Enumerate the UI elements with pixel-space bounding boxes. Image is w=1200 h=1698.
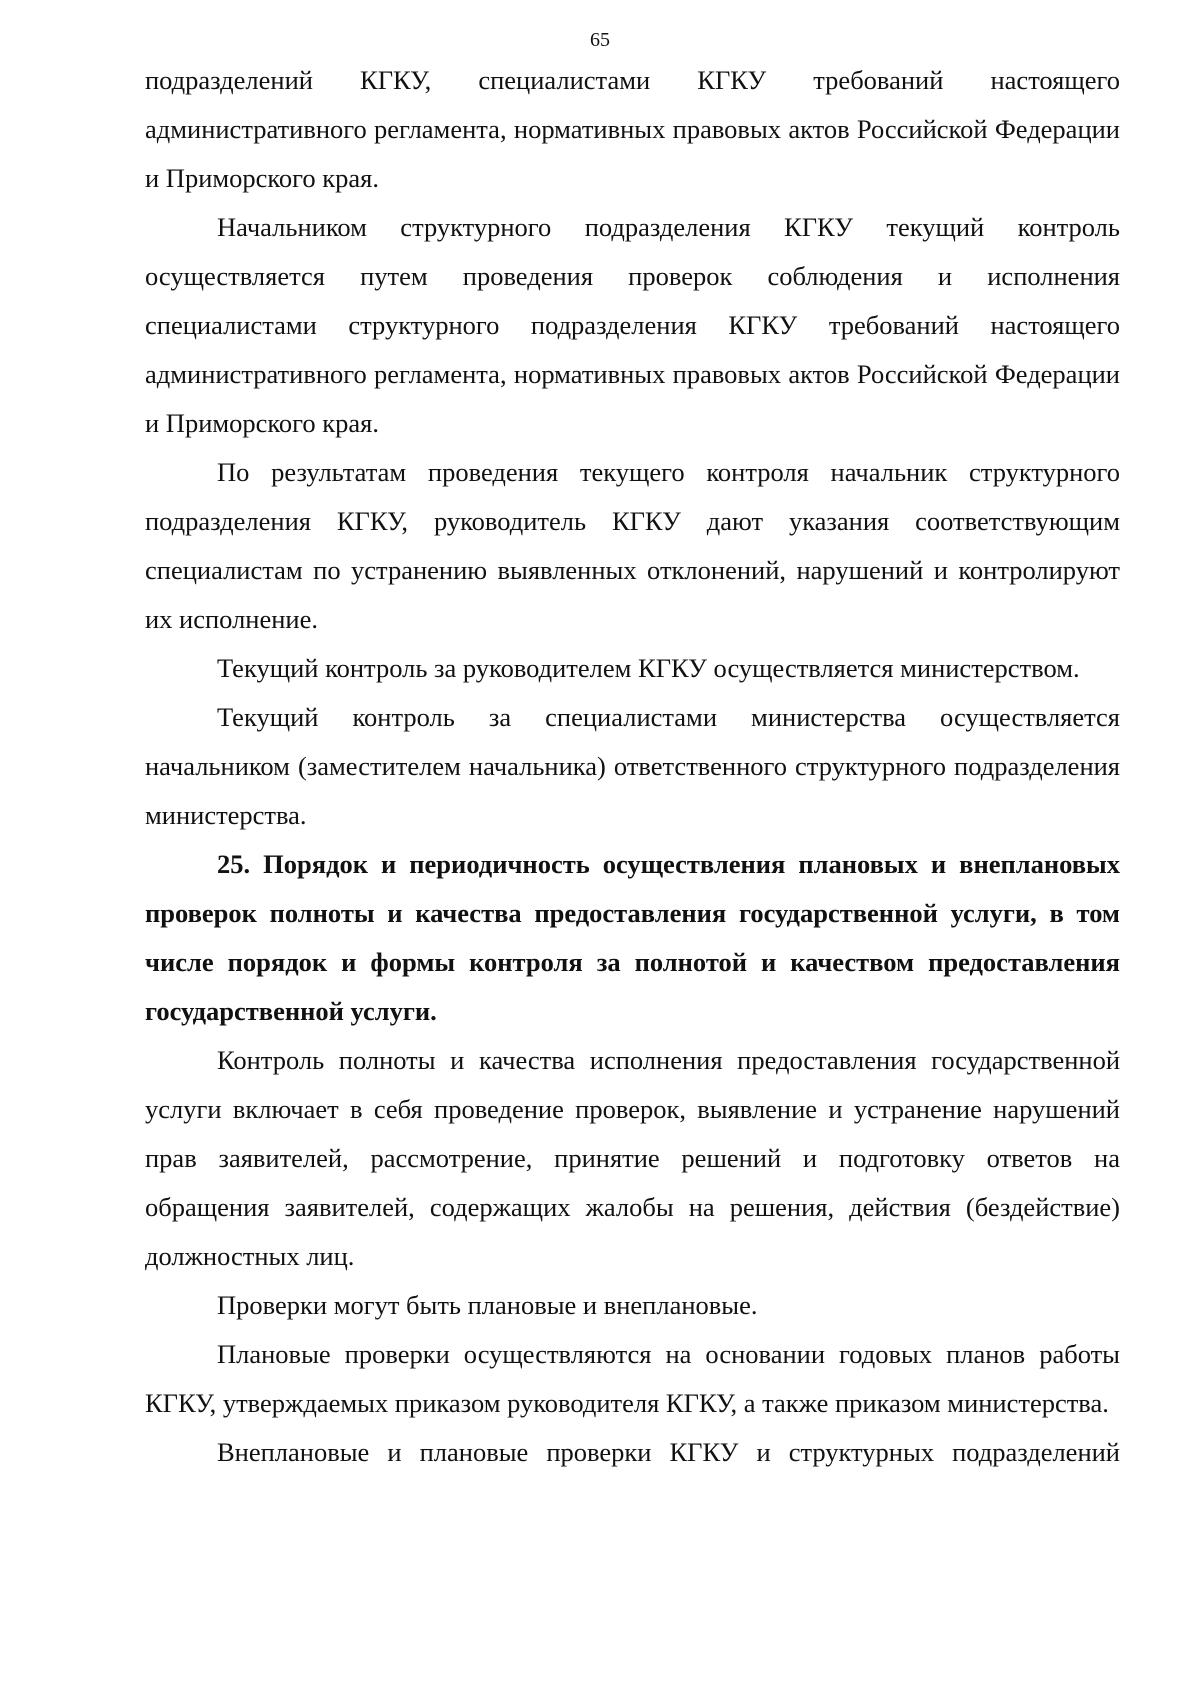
paragraph-control-ministry-staff: Текущий контроль за специалистами министерства осуществляется начальником (заместителем начальника) ответственного структурного подразделения министерства. (145, 702, 1120, 830)
section-heading-25: 25. Порядок и периодичность осуществления плановых и внеплановых проверок полноты и качества предоставления государственной услуги, в том числе порядок и формы контроля за полнотой и качеством предоставления государственной услуги. (145, 849, 1120, 1026)
paragraph-unplanned-inspections: Внеплановые и плановые проверки КГКУ и структурных подразделений (217, 1437, 1120, 1467)
document-body (145, 56, 1120, 1477)
paragraph-section-head-control: Начальником структурного подразделения КГКУ текущий контроль осуществляется путем проведения проверок соблюдения и исполнения специалистами структурного подразделения КГКУ требований настоящего административного регламента, нормативных правовых актов Российской Федерации и Приморского края. (145, 212, 1120, 438)
paragraph-control-results: По результатам проведения текущего контроля начальник структурного подразделения КГКУ, руководитель КГКУ дают указания соответствующим специалистам по устранению выявленных отклонений, нарушений и контролируют их исполнение. (145, 457, 1120, 634)
paragraph-quality-control: Контроль полноты и качества исполнения предоставления государственной услуги включает в себя проведение проверок, выявление и устранение нарушений прав заявителей, рассмотрение, принятие решений и подготовку ответов на обращения заявителей, содержащих жалобы на решения, действия (бездействие) должностных лиц. (145, 1045, 1120, 1271)
paragraph-control-director: Текущий контроль за руководителем КГКУ осуществляется министерством. (217, 653, 1080, 683)
paragraph-inspection-types: Проверки могут быть плановые и внеплановые. (217, 1290, 758, 1320)
paragraph-planned-inspections: Плановые проверки осуществляются на основании годовых планов работы КГКУ, утверждаемых приказом руководителя КГКУ, а также приказом министерства. (145, 1339, 1120, 1418)
page-number: 65 (590, 29, 610, 51)
paragraph-continuation: подразделений КГКУ, специалистами КГКУ требований настоящего административного регламента, нормативных правовых актов Российской Федерации и Приморского края. (145, 65, 1120, 193)
